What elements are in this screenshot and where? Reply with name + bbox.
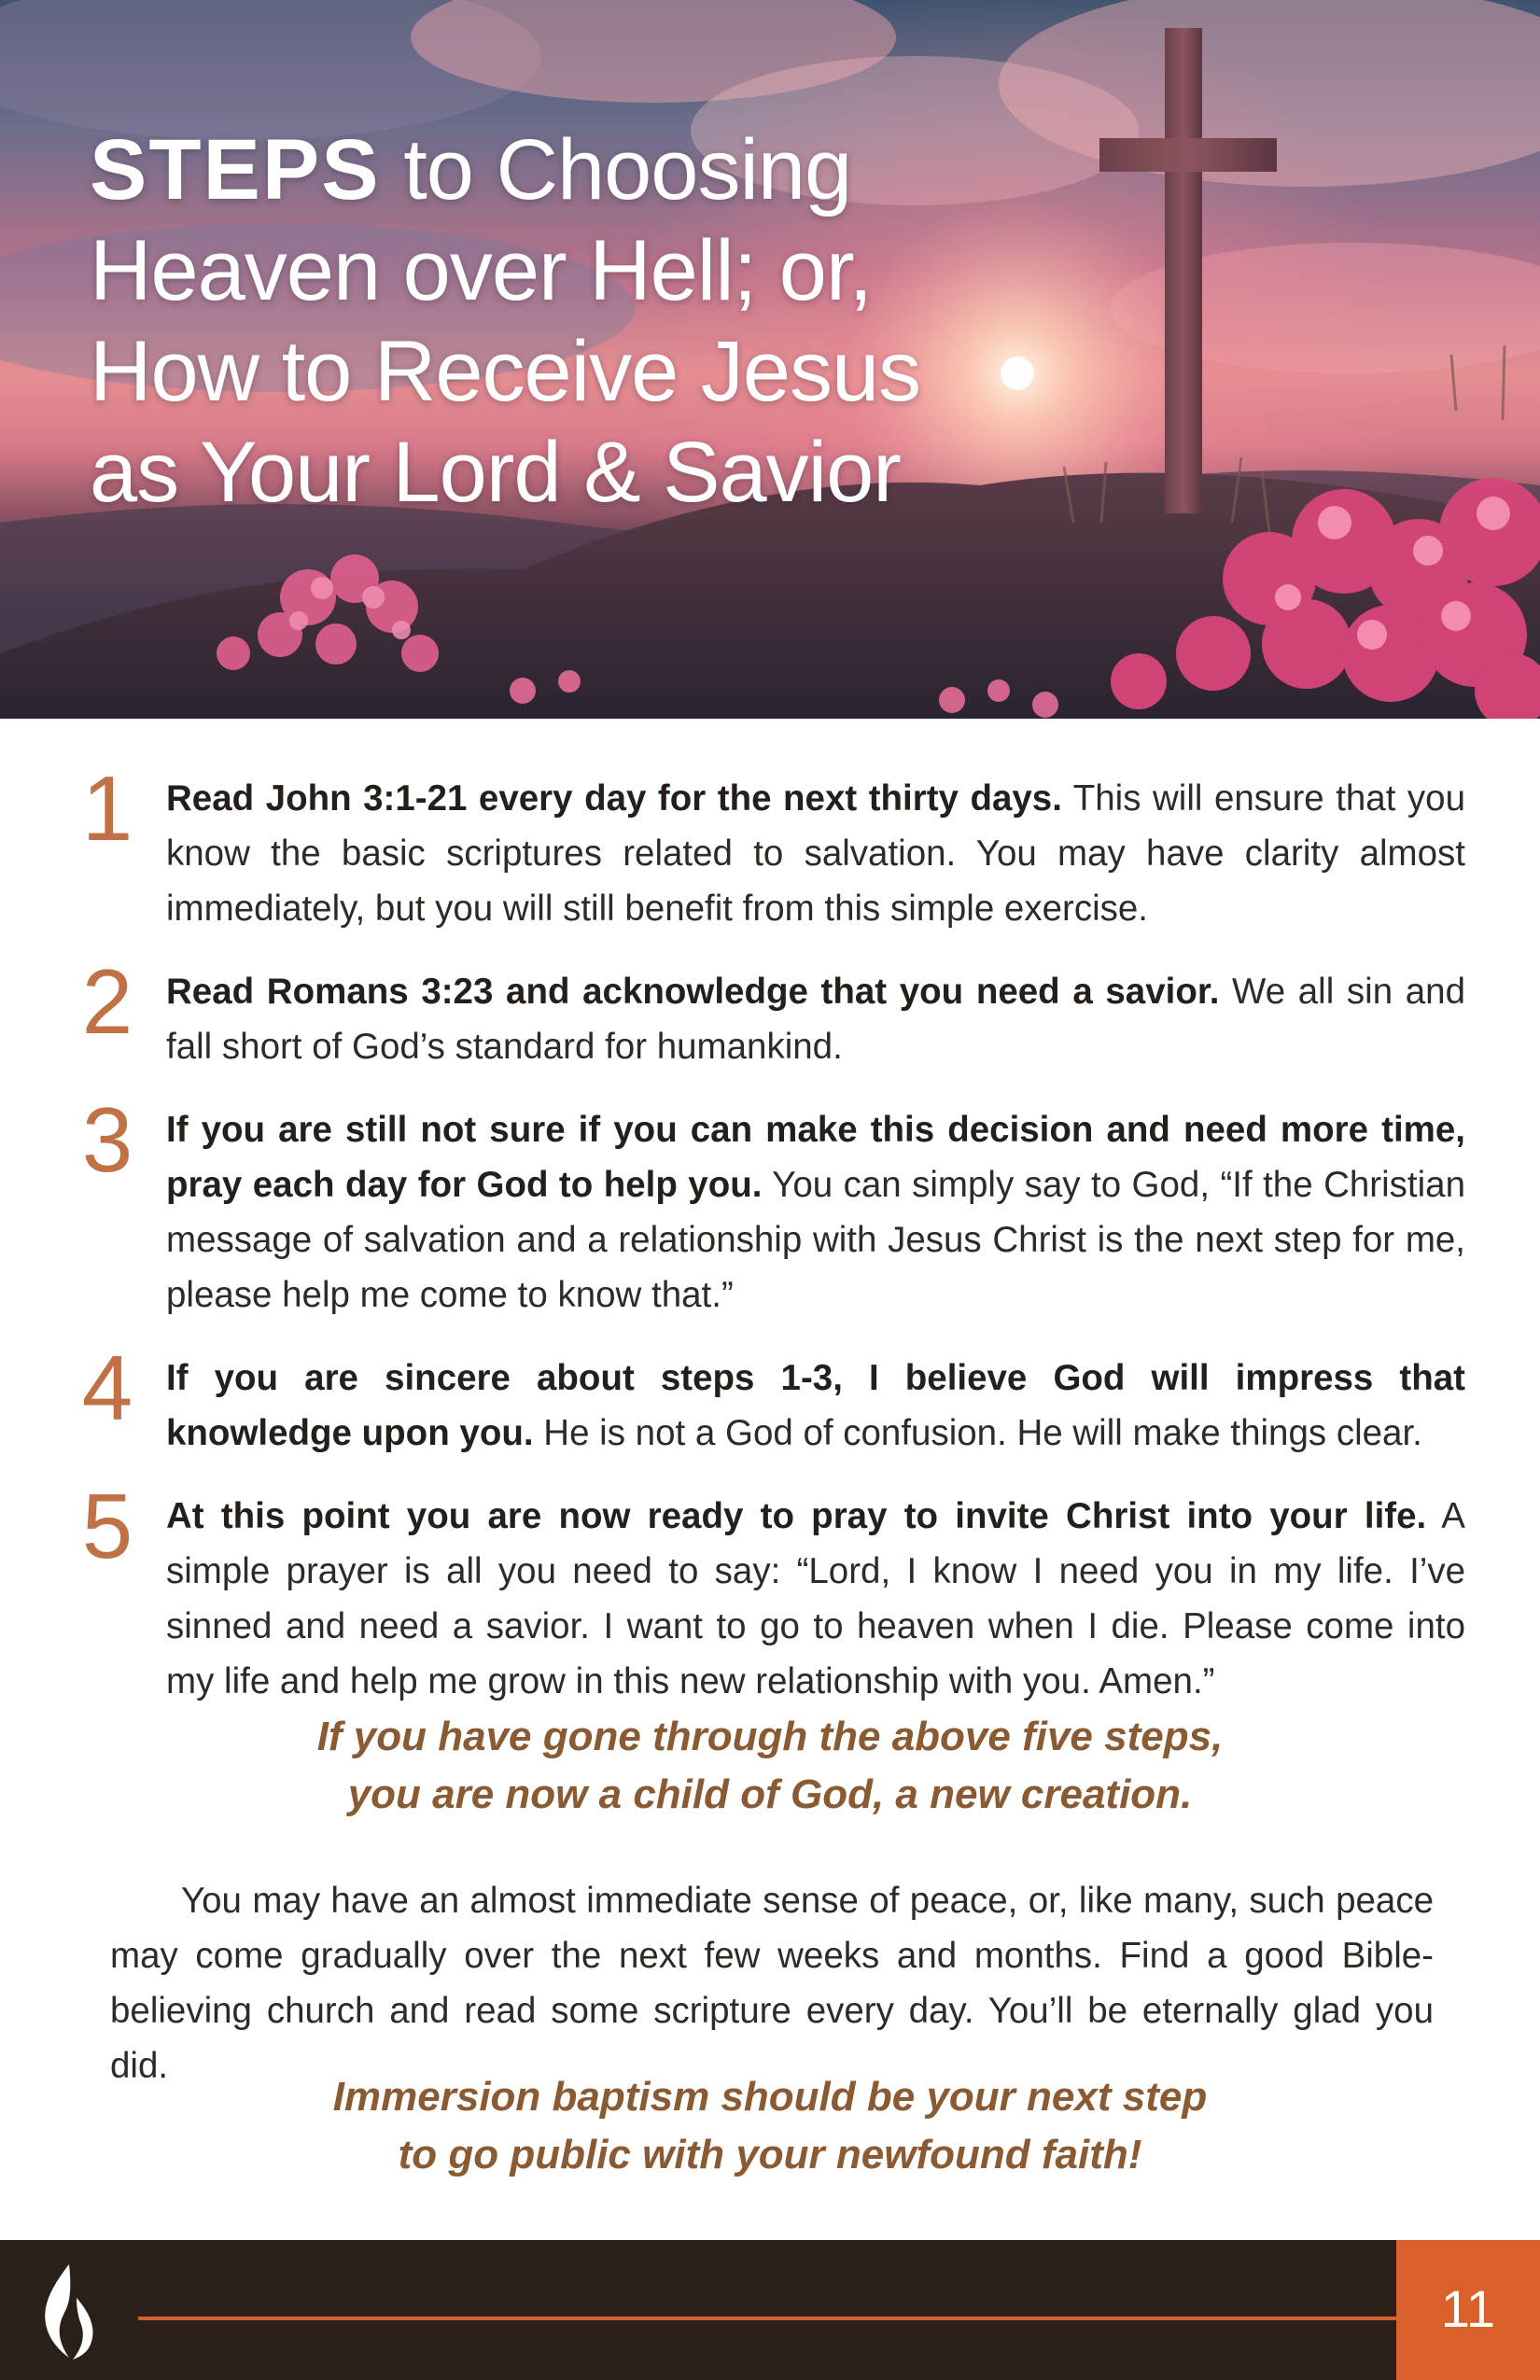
step-item <box>75 1337 1465 1461</box>
step-lead: Read John 3:1-21 every day for the next thirty days. <box>166 778 1062 819</box>
callout-line: you are now a child of God, a new creation. <box>347 1771 1193 1817</box>
step-lead: At this point you are now ready to pray to invite Christ into your life. <box>166 1496 1427 1536</box>
step-number: 3 <box>81 1088 133 1191</box>
page-number: 11 <box>1440 2279 1496 2338</box>
page-title <box>90 119 1023 523</box>
step-text <box>166 1102 1465 1323</box>
flame-icon <box>32 2261 106 2363</box>
step-body: He is not a God of confusion. He will make things clear. <box>533 1413 1422 1453</box>
callout-line: Immersion baptism should be your next step <box>332 2074 1208 2120</box>
step-body: You can simply say to God, “If the Christian message of salvation and a relationship with Jesus Christ is the next step for me, please help me come to know that.” <box>166 1165 1465 1315</box>
step-body: This will ensure that you know the basic scriptures related to salvation. You may have clarity almost immediately, but you will still benefit from this simple exercise. <box>166 778 1465 929</box>
callout-line: to go public with your newfound faith! <box>398 2132 1142 2177</box>
step-body: A simple prayer is all you need to say: “Lord, I know I need you in my life. I’ve sinned and need a savior. I want to go to heaven when I die. Please come into my life and help me grow in this new relationship with you. Amen.” <box>166 1496 1465 1701</box>
step-number: 4 <box>81 1337 133 1439</box>
callout-baptism <box>0 2068 1540 2184</box>
step-number: 1 <box>81 757 133 860</box>
page-number-box <box>1396 2240 1540 2380</box>
title-strong: STEPS <box>90 122 381 217</box>
page-footer <box>0 2240 1540 2380</box>
title-rest: to Choosing Heaven over Hell; or, How to Receive Jesus as Your Lord & Savior <box>90 122 921 520</box>
step-text <box>166 771 1465 936</box>
footer-divider <box>138 2317 1396 2320</box>
step-lead: If you are still not sure if you can make this decision and need more time, pray each day for God to help you. <box>166 1110 1465 1205</box>
step-item <box>75 950 1466 1074</box>
step-text <box>166 964 1465 1074</box>
step-text <box>166 1489 1465 1709</box>
step-number: 5 <box>81 1475 133 1577</box>
step-lead: If you are sincere about steps 1-3, I believe God will impress that knowledge upon you. <box>166 1358 1465 1453</box>
callout-line: If you have gone through the above five steps, <box>316 1714 1224 1759</box>
step-text <box>166 1351 1465 1461</box>
body-paragraph: You may have an almost immediate sense of peace, or, like many, such peace may come gradually over the next few weeks and months. Find a good Bible-believing church and read some scripture every day. You’ll be eternally glad you did. <box>110 1880 1434 2086</box>
hero-banner <box>0 0 1540 719</box>
step-item <box>75 757 1465 936</box>
step-number: 2 <box>81 950 133 1053</box>
step-item <box>75 1475 1465 1709</box>
step-item <box>75 1088 1465 1323</box>
callout-new-creation <box>0 1708 1540 1824</box>
step-lead: Read Romans 3:23 and acknowledge that you need a savior. <box>166 972 1220 1012</box>
steps-list <box>75 757 1466 1737</box>
step-body: We all sin and fall short of God’s standard for humankind. <box>166 972 1466 1067</box>
